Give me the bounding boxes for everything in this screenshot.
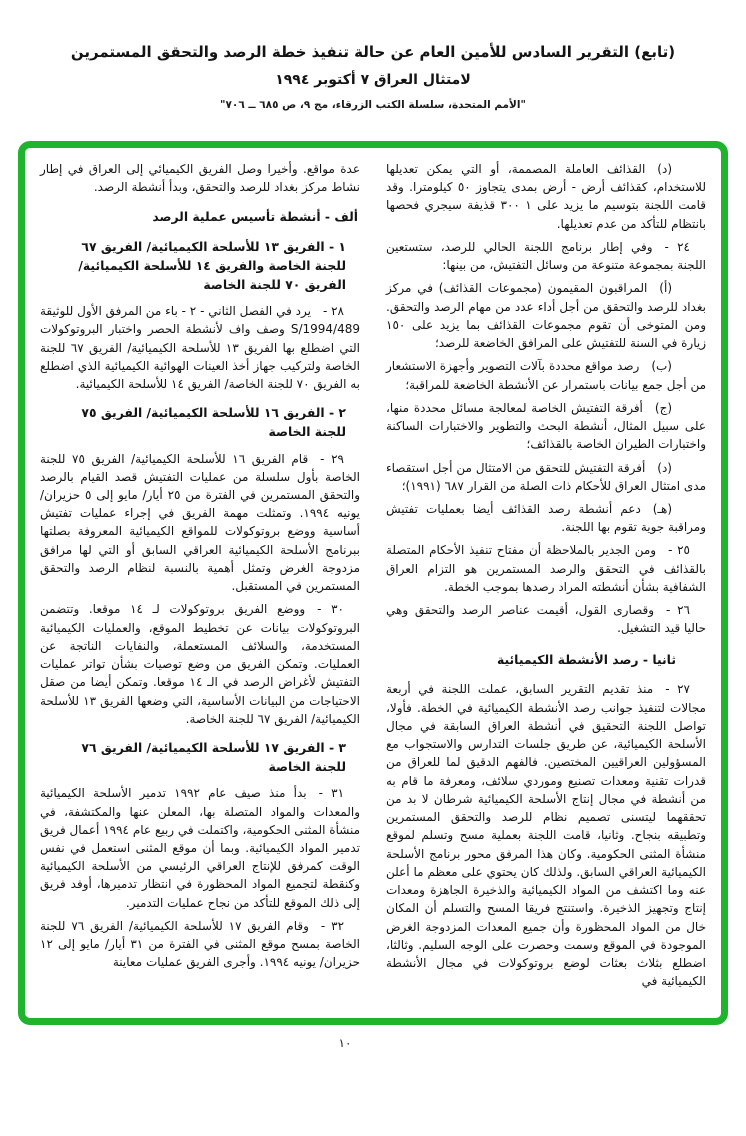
subheading-team13-team67: ١ - الفريق ١٣ للأسلحة الكيميائية/ الفريق ٦٧ للجنة الخاصة والفريق ١٤ للأسلحة الكيميائية/ الفريق ٧٠ للجنة الخاصة: [78, 239, 346, 292]
para-item-b: (ب) رصد مواقع محددة بآلات التصوير وأجهزة الاستشعار من أجل جمع بيانات باستمرار عن الأنشطة الخاضعة للمراقبة؛: [386, 359, 706, 392]
para-27: ٢٧ - منذ تقديم التقرير السابق، عملت اللجنة في أربعة مجالات لتنفيذ جوانب رصد الأنشطة الكيميائية في الخطة. فأولا، تواصل اللجنة التحقيق في أنشطة العراق السابقة في مجال الأسلحة الكيميائية، عن طريق جلسات التدارس والاستجواب مع المسؤولين العراقيين المختصين. فالفهم الدقيق لما للعراق من قدرات تقنية ومعدات تصنيع وموردي سلائف، ومعرفة ما قام به من أنشطة في مجال إنتاج الأسلحة الكيميائية شرطان لا بد من تحققهما ليتسنى تصميم نظام للرصد والتحقق المستمرين وتطبيقه بنجاح. وثانيا، قامت اللجنة بعملية مسح وتسلم لموقع منشأة المثنى الحكومية. وكان هذا المرفق محور برنامج الأسلحة الكيميائية العراقي السابق. ولذلك كان يحتوي على معظم ما أعلن عنه وما اكتشف من المواد الكيميائية والذخيرة الجاهزة ومعدات إنتاج وتجهيز الذخيرة. واستنتج فريقا المسح والتسلم أن المكان خال من المواد المحظورة وأن جميع المعدات المزدوجة الغرض الموجودة في الموقع وسمت وحصرت على الوجه السليم. وثالثا، اضطلع بثلاث بعثات لوضع بروتوكولات في مجال الأنشطة الكيميائية في: [386, 682, 706, 989]
para-item-jim: (ج) أفرقة التفتيش الخاصة لمعالجة مسائل محددة منها، على سبيل المثال، أنشطة البحث والتطوير والاختبارات الساكنة واختبارات الطيران الخاصة بالقذائف؛: [386, 400, 706, 452]
para-item-dal: (د) أفرقة التفتيش للتحقق من الامتثال من أجل استقصاء مدى امتثال العراق للأحكام ذات الصلة من القرار ٦٨٧ (١٩٩١)؛: [386, 460, 706, 493]
two-column-layout: [40, 160, 706, 1008]
para-continuation: عدة مواقع. وأخيرا وصل الفريق الكيميائي إلى العراق في إطار نشاط مركز بغداد للرصد والتحقق، وبدأ أنشطة الرصد.: [40, 162, 360, 195]
para-24: ٢٤ - وفي إطار برنامج اللجنة الحالي للرصد، ستستعين اللجنة بمجموعة متنوعة من وسائل التفتيش، من بينها:: [386, 239, 706, 273]
document-header: [0, 42, 746, 111]
para-item-d: (د) القذائف العاملة المصممة، أو التي يمكن تعديلها للاستخدام، كقذائف أرض - أرض بمدى يتجاوز ٥٠ كيلومترا. وقد قامت اللجنة بتوسيم ما يزيد على ١ ٣٠٠ قذيفة سيجري فحصها بانتظام للتأكد من عدم تعديلها.: [386, 162, 706, 231]
para-25: ٢٥ - ومن الجدير بالملاحظة أن مفتاح تنفيذ الأحكام المتصلة بالقذائف في التحقق والرصد المستمرين هو التزام العراق الشفافية بشأن أنشطته المراد رصدها بموجب الخطة.: [386, 543, 706, 594]
subheading-team16-team75: ٢ - الفريق ١٦ للأسلحة الكيميائية/ الفريق ٧٥ للجنة الخاصة: [81, 405, 346, 439]
heading-alef-monitoring-setup: ألف - أنشطة تأسيس عملية الرصد: [152, 209, 358, 225]
section-heading-chemical-monitoring: ثانيا - رصد الأنشطة الكيميائية: [496, 651, 676, 667]
para-30: ٣٠ - ووضع الفريق بروتوكولات لـ ١٤ موقعا. وتتضمن البروتوكولات بيانات عن تخطيط الموقع، والعمليات الكيميائية المستخدمة، والسلائف المستعملة، والنفايات الناتجة عن العمليات. وتمكن الفريق من وضع توصيات بشأن تواتر عمليات التفتيش لأغراض الرصد في الـ ١٤ موقعا. وتمكن أيضا من صقل الاحتياجات من البيانات الأساسية، التي وضعها الفريق ١٣ للأسلحة الكيميائية/ الفريق ٦٧ للجنة الخاصة.: [40, 602, 360, 726]
para-28: ٢٨ - يرد في الفصل الثاني - ٢ - باء من المرفق الأول للوثيقة S/1994/489 وصف واف لأنشطة الحصر واختبار البروتوكولات التي اضطلع بها الفريق ١٣ للأسلحة الكيميائية/ الفريق ٦٧ للجنة الخاصة ولتركيب جهاز أخذ العينات الهوائية الكيميائية الذي اضطلع به الفريق ٧٠ للجنة الخاصة/ الفريق ١٤ للأسلحة الكيميائية.: [40, 304, 360, 392]
right-column: [386, 160, 706, 1008]
source-citation: "الأمم المتحدة، سلسلة الكتب الزرقاء، مج ٩، ص ٦٨٥ ــ ٧٠٦": [220, 99, 526, 111]
report-title-line1: (تابع) التقرير السادس للأمين العام عن حالة تنفيذ خطة الرصد والتحقق المستمرين: [70, 43, 676, 61]
left-column: [40, 160, 360, 1008]
document-body-frame: [18, 141, 728, 1025]
para-item-ha: (هـ) دعم أنشطة رصد القذائف أيضا بعمليات تفتيش ومراقبة جوية تقوم بها اللجنة.: [386, 501, 706, 535]
report-title-line2: لامتثال العراق ٧ أكتوبر ١٩٩٤: [275, 72, 471, 88]
para-item-a: (أ) المراقبون المقيمون (مجموعات القذائف) في مركز بغداد للرصد والتحقق من أجل أداء عدد من مهام الرصد والتحقق. ومن المتوخى أن تقوم مجموعات القذائف بما يزيد على ١٥٠ زيارة في السنة للتفتيش على المرافق الخاضعة للرصد؛: [386, 281, 706, 351]
para-29: ٢٩ - قام الفريق ١٦ للأسلحة الكيميائية/ الفريق ٧٥ للجنة الخاصة بأول سلسلة من عمليات التفتيش قصد القيام بالرصد والتحقق المستمرين في الفترة من ٢٥ أيار/ مايو إلى ٥ حزيران/ يونيه ١٩٩٤. وتمثلت مهمة الفريق في إجراء عمليات تفتيش أساسية ووضع بروتوكولات للمواقع الكيميائية المعروفة بصلتها ببرنامج الأسلحة الكيميائية العراقي السابق أو التي لها مرافق مزدوجة الغرض وتمثل أهمية بالنسبة لنظام الرصد والتحقق المستمرين في المستقبل.: [40, 451, 360, 594]
subheading-team17-team76: ٣ - الفريق ١٧ للأسلحة الكيميائية/ الفريق ٧٦ للجنة الخاصة: [81, 740, 346, 774]
page-number: ١٠: [338, 1036, 352, 1050]
para-32: ٣٢ - وقام الفريق ١٧ للأسلحة الكيميائية/ الفريق ٧٦ للجنة الخاصة بمسح موقع المثنى في الفترة من ٣١ أيار/ مايو إلى ١٢ حزيران/ يونيه ١٩٩٤. وأجرى الفريق عمليات معاينة: [40, 918, 360, 970]
para-26: ٢٦ - وقصارى القول، أقيمت عناصر الرصد والتحقق وهي حاليا قيد التشغيل.: [386, 603, 706, 636]
para-31: ٣١ - بدأ منذ صيف عام ١٩٩٢ تدمير الأسلحة الكيميائية والمعدات والمواد المتصلة بها، المعلن عنها والمكتشفة، في منشأة المثنى الحكومية، واكتملت في ربيع عام ١٩٩٤ أعمال فريق تدمير المواد الكيميائية. وبما أن موقع المثنى استعمل في نفس الوقت كمرفق للإنتاج العراقي الرئيسي من الأسلحة الكيميائية وكنقطة لتجميع المواد المحظورة في انتظار تدميرها، أوفد فريق إلى ذلك الموقع للتأكد من نجاح عمليات التدمير.: [40, 786, 361, 910]
